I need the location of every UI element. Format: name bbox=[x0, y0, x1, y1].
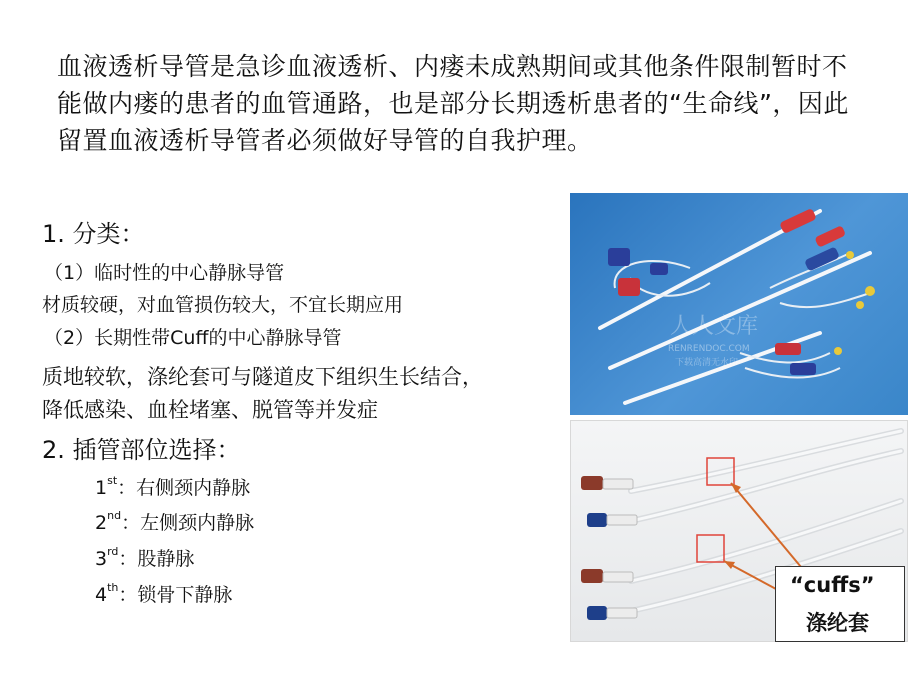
site-item-2: 2nd：左侧颈内静脉 bbox=[95, 509, 255, 534]
temporary-catheter-desc: 材质较硬，对血管损伤较大，不宜长期应用 bbox=[42, 294, 404, 316]
long-term-catheter-desc-2: 降低感染、血栓堵塞、脱管等并发症 bbox=[42, 398, 378, 422]
cuff-label-en: “cuffs” bbox=[790, 573, 875, 597]
site-item-3: 3rd：股静脉 bbox=[95, 545, 195, 570]
watermark-main: 人人文库 bbox=[670, 314, 759, 339]
cuff-arrow-1 bbox=[731, 483, 806, 573]
site-heading: 2. 插管部位选择： bbox=[42, 436, 241, 464]
cuff-label-cn: 涤纶套 bbox=[806, 611, 869, 635]
long-term-catheter-title: （2）长期性带Cuff的中心静脉导管 bbox=[44, 327, 342, 349]
long-term-catheter-desc: 质地较软，涤纶套可与隧道皮下组织生长结合， bbox=[42, 365, 483, 389]
catheter-illustration-1 bbox=[570, 193, 908, 415]
watermark-sub2: 下载高清无水印 bbox=[675, 358, 739, 368]
watermark-sub: RENRENDOC.COM bbox=[668, 344, 750, 354]
temporary-catheter-photo bbox=[570, 193, 908, 415]
intro-paragraph: 血液透析导管是急诊血液透析、内瘘未成熟期间或其他条件限制暂时不能做内瘘的患者的血管通路，也是部分长期透析患者的“生命线”，因此留置血液透析导管者必须做好导管的自我护理。 bbox=[57, 52, 849, 155]
site-item-1: 1st：右侧颈内静脉 bbox=[95, 474, 251, 499]
site-item-4: 4th：锁骨下静脉 bbox=[95, 581, 233, 606]
classification-heading: 1. 分类： bbox=[42, 220, 145, 248]
cuff-label bbox=[775, 566, 905, 642]
temporary-catheter-title: （1）临时性的中心静脉导管 bbox=[44, 262, 285, 284]
